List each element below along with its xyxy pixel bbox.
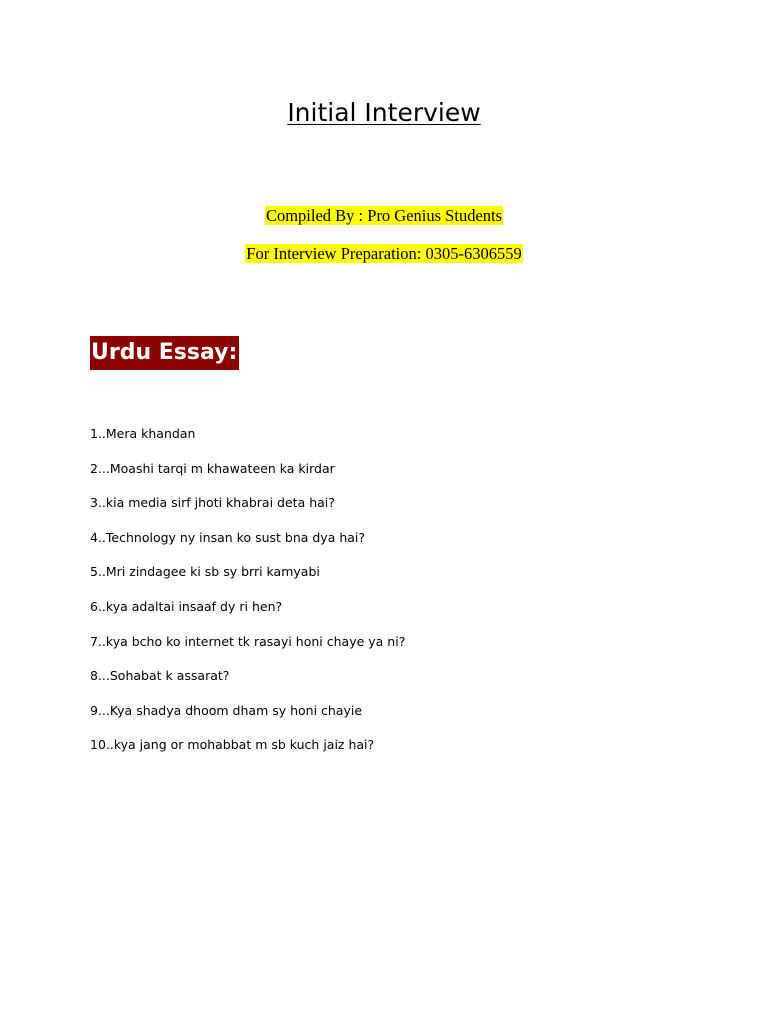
list-item: 6..kya adaltai insaaf dy ri hen? xyxy=(90,598,283,614)
list-item: 10..kya jang or mohabbat m sb kuch jaiz hai? xyxy=(90,737,375,753)
compiled-by-text: Compiled By : Pro Genius Students xyxy=(265,206,503,225)
essay-topic-list xyxy=(90,424,405,770)
list-item: 7..kya bcho ko internet tk rasayi honi chaye ya ni? xyxy=(90,633,406,649)
contact-text: For Interview Preparation: 0305-6306559 xyxy=(246,244,522,263)
page-title xyxy=(0,97,768,129)
compiled-by-line xyxy=(0,205,768,227)
contact-line xyxy=(0,243,768,265)
list-item: 8...Sohabat k assarat? xyxy=(90,668,230,684)
list-item: 3..kia media sirf jhoti khabrai deta hai? xyxy=(90,495,335,511)
page-title-text: Initial Interview xyxy=(287,98,481,127)
list-item: 1..Mera khandan xyxy=(90,426,196,441)
list-item: 5..Mri zindagee ki sb sy brri kamyabi xyxy=(90,564,320,580)
list-item: 2...Moashi tarqi m khawateen ka kirdar xyxy=(90,460,335,476)
section-heading: Urdu Essay: xyxy=(90,336,239,370)
list-item: 9...Kya shadya dhoom dham sy honi chayie xyxy=(90,702,363,718)
list-item: 4..Technology ny insan ko sust bna dya hai? xyxy=(90,529,366,545)
